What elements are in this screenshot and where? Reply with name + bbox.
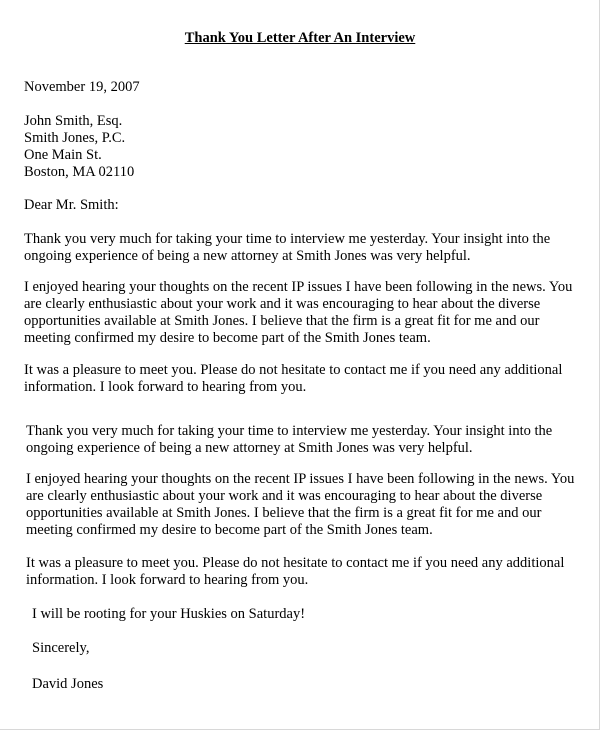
- recipient-address: [24, 113, 134, 181]
- body-paragraph: [24, 362, 562, 396]
- paragraph-line: Thank you very much for taking your time to interview me yesterday. Your insight into the: [24, 231, 551, 247]
- paragraph-line: information. I look forward to hearing from you.: [26, 572, 309, 588]
- paragraph-line: It was a pleasure to meet you. Please do not hesitate to contact me if you need any additional: [26, 555, 565, 571]
- paragraph-line: opportunities available at Smith Jones. I believe that the firm is a great fit for me and our: [26, 505, 542, 521]
- body-paragraph: [26, 555, 564, 589]
- body-paragraph: [24, 279, 572, 347]
- letter-title: Thank You Letter After An Interview: [184, 30, 416, 46]
- recipient-firm: Smith Jones, P.C.: [24, 130, 126, 146]
- paragraph-line: I enjoyed hearing your thoughts on the recent IP issues I have been following in the news. You: [24, 279, 573, 295]
- recipient-name: John Smith, Esq.: [24, 113, 123, 129]
- paragraph-line: Thank you very much for taking your time to interview me yesterday. Your insight into the: [26, 423, 553, 439]
- paragraph-line: meeting confirmed my desire to become part of the Smith Jones team.: [24, 330, 431, 346]
- body-paragraph: [26, 471, 574, 539]
- paragraph-line: opportunities available at Smith Jones. I believe that the firm is a great fit for me and our: [24, 313, 540, 329]
- recipient-city: Boston, MA 02110: [24, 164, 135, 180]
- paragraph-line: It was a pleasure to meet you. Please do not hesitate to contact me if you need any additional: [24, 362, 563, 378]
- signature: David Jones: [32, 676, 104, 692]
- closing: Sincerely,: [32, 640, 90, 656]
- body-paragraph: [26, 423, 552, 457]
- paragraph-line: information. I look forward to hearing from you.: [24, 379, 307, 395]
- letter-date: November 19, 2007: [24, 79, 140, 95]
- paragraph-line: meeting confirmed my desire to become part of the Smith Jones team.: [26, 522, 433, 538]
- paragraph-line: ongoing experience of being a new attorney at Smith Jones was very helpful.: [26, 440, 473, 456]
- paragraph-line: I enjoyed hearing your thoughts on the recent IP issues I have been following in the news. You: [26, 471, 575, 487]
- closing-note: I will be rooting for your Huskies on Saturday!: [32, 606, 306, 622]
- body-paragraph: [24, 231, 550, 265]
- paragraph-line: ongoing experience of being a new attorney at Smith Jones was very helpful.: [24, 248, 471, 264]
- recipient-street: One Main St.: [24, 147, 102, 163]
- salutation: Dear Mr. Smith:: [24, 197, 119, 213]
- paragraph-line: are clearly enthusiastic about your work and it was encouraging to hear about the diverse: [24, 296, 541, 312]
- paragraph-line: are clearly enthusiastic about your work and it was encouraging to hear about the diverse: [26, 488, 543, 504]
